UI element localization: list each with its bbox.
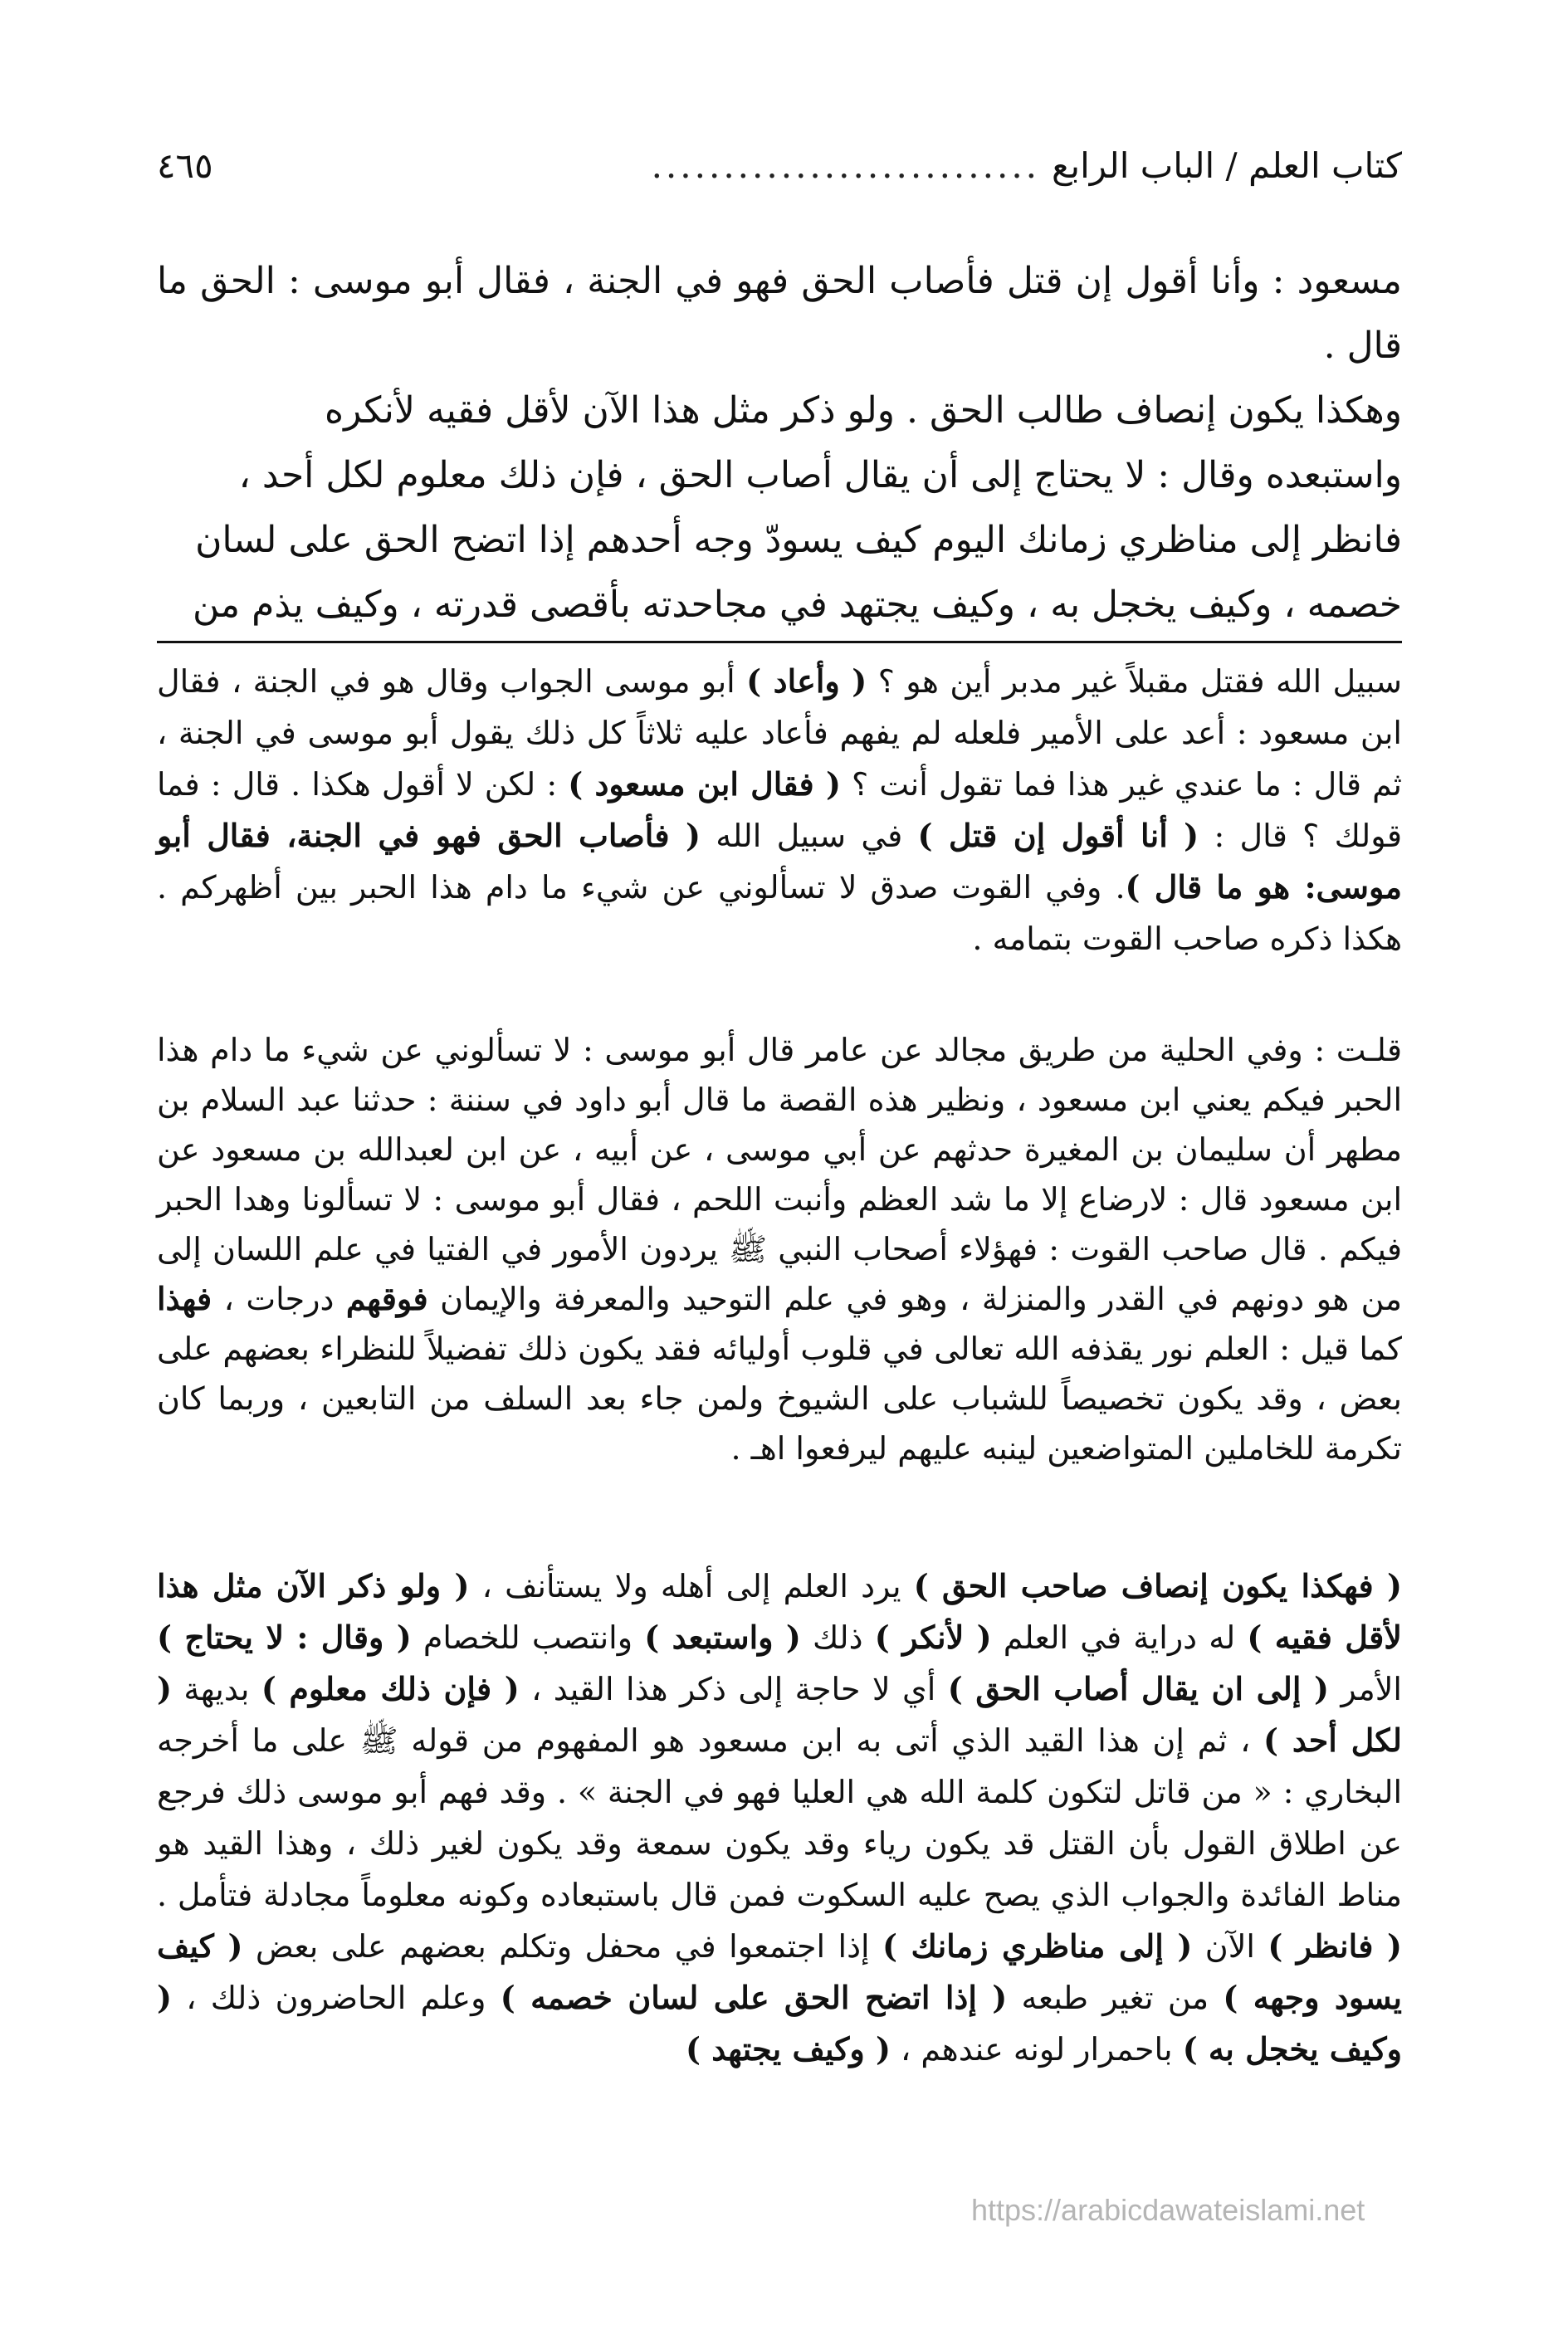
- footnote-divider: [157, 641, 1402, 643]
- commentary-text: سبيل الله فقتل مقبلاً غير مدبر أين هو ؟: [877, 663, 1402, 700]
- commentary-text: وعلم الحاضرون ذلك ،: [186, 1980, 486, 2016]
- commentary-text: يرد العلم إلى أهله ولا يستأنف ،: [481, 1568, 901, 1604]
- quoted-phrase: ( فهكذا يكون إنصاف صاحب الحق ): [913, 1567, 1402, 1604]
- quoted-phrase: ( وأعاد ): [746, 662, 867, 700]
- commentary-text: الآن: [1204, 1928, 1255, 1965]
- quoted-phrase: ( إذا اتضح الحق على لسان خصمه ): [500, 1979, 1008, 2016]
- emphasized-word: فوقهم: [345, 1280, 428, 1317]
- commentary-paragraph: [157, 656, 1402, 964]
- commentary-text: كما قيل : العلم نور يقذفه الله تعالى في قلوب أوليائه فقد يكون ذلك تفضيلاً للنظراء بعضهم على بعض ، وقد يكون تخصيصاً للشباب على الشيوخ ولمن جاء بعد السلف من التابعين ، وربما كان تكرمة للخاملين المتواضعين لينبه عليهم ليرفعوا اهـ .: [157, 1331, 1402, 1467]
- quoted-phrase: ( أنا أقول إن قتل ): [917, 817, 1199, 854]
- quoted-phrase: ( فانظر ): [1268, 1927, 1402, 1965]
- commentary-text: ، ثم إن هذا القيد الذي أتى به ابن مسعود هو المفهوم من قوله ﷺ على ما أخرجه البخاري : « من قاتل لتكون كلمة الله هي العليا فهو في الجنة » . وقد فهم أبو موسى ذلك فرجع عن اطلاق القول بأن القتل قد يكون رياء وقد يكون سمعة وقد يكون لغير ذلك ، وهذا القيد هو مناط الفائدة والجواب الذي يصح عليه السكوت فمن قال باستبعاده وكونه معلوماً مجادلة فتأمل .: [157, 1722, 1402, 1913]
- commentary-text: الأمر: [1341, 1671, 1402, 1707]
- commentary-paragraph: [157, 1025, 1402, 1473]
- commentary-text: أي لا حاجة إلى ذكر هذا القيد ،: [531, 1671, 936, 1707]
- quoted-phrase: ( إلى مناظري زمانك ): [882, 1927, 1193, 1965]
- main-text-line: واستبعده وقال : لا يحتاج إلى أن يقال أصاب الحق ، فإن ذلك معلوم لكل أحد ،: [238, 454, 1402, 496]
- quoted-phrase: ( وكيف يجتهد ): [686, 2030, 891, 2068]
- commentary-text: ذلك: [813, 1619, 863, 1656]
- header-title: كتاب العلم / الباب الرابع: [1052, 145, 1402, 186]
- main-text-line: خصمه ، وكيف يخجل به ، وكيف يجتهد في مجاحدته بأقصى قدرته ، وكيف يذم من: [193, 584, 1402, 626]
- commentary-block-3: [157, 1560, 1402, 2075]
- commentary-text: قلـت : وفي الحلية من طريق مجالد عن عامر قال أبو موسى : لا تسألوني عن شيء ما دام هذا الحبر فيكم يعني ابن مسعود ، ونظير هذه القصة ما قال أبو داود في سننة : حدثنا عبد السلام بن مطهر أن سليمان بن المغيرة حدثهم عن أبي موسى ، عن أبيه ، عن ابن لعبدالله بن مسعود عن ابن مسعود قال : لارضاع إلا ما شد العظم وأنبت اللحم ، فقال أبو موسى : لا تسألونا وهدا الحبر فيكم . قال صاحب القوت : فهؤلاء أصحاب النبي ﷺ يردون الأمور في الفتيا في علم اللسان إلى من هو دونهم في القدر والمنزلة ، وهو في علم التوحيد والمعرفة والإيمان: [157, 1032, 1403, 1317]
- commentary-text: وانتصب للخصام: [423, 1619, 633, 1656]
- quoted-phrase: ( وكيف يخجل به ): [157, 1979, 1402, 2068]
- commentary-text: درجات ،: [223, 1281, 335, 1317]
- quoted-phrase: ( كيف يسود وجهه ): [157, 1927, 1402, 2016]
- quoted-phrase: ( لكل أحد ): [157, 1670, 1402, 1759]
- commentary-text: بديهة: [183, 1671, 250, 1707]
- header-leader-dots: ...........................: [651, 145, 1041, 186]
- commentary-text: : لكن لا أقول هكذا . قال : فما قولك ؟ قال :: [157, 766, 1402, 854]
- quoted-phrase: ( فقال ابن مسعود ): [568, 765, 841, 803]
- commentary-paragraph: [157, 1560, 1402, 2075]
- running-header: [157, 141, 1402, 191]
- main-text: [157, 249, 1402, 637]
- quoted-phrase: ( إلى ان يقال أصاب الحق ): [947, 1670, 1329, 1707]
- commentary-text: . وفي القوت صدق لا تسألوني عن شيء ما دام هذا الحبر بين أظهركم . هكذا ذكره صاحب القوت بتمامه .: [157, 869, 1402, 957]
- commentary-text: أبو موسى الجواب وقال هو في الجنة ، فقال ابن مسعود : أعد على الأمير فلعله لم يفهم فأعاد عليه ثلاثاً كل ذلك يقول أبو موسى في الجنة ، ثم قال : ما عندي غير هذا فما تقول أنت ؟: [157, 663, 1402, 803]
- quoted-phrase: ( فأصاب الحق فهو في الجنة، فقال أبو موسى: هو ما قال ): [157, 817, 1402, 906]
- main-text-line: فانظر إلى مناظري زمانك اليوم كيف يسودّ وجه أحدهم إذا اتضح الحق على لسان: [195, 519, 1402, 561]
- quoted-phrase: ( لأنكر ): [874, 1619, 992, 1656]
- page-number: ٤٦٥: [157, 145, 213, 186]
- commentary-text: في سبيل الله: [716, 818, 903, 854]
- commentary-text: من تغير طبعه: [1021, 1980, 1209, 2016]
- quoted-phrase: ( وقال : لا يحتاج ): [157, 1619, 412, 1656]
- watermark-url: https://arabicdawateislami.net: [971, 2193, 1365, 2227]
- quoted-phrase: ( واستبعد ): [644, 1619, 801, 1656]
- commentary-block-2: [157, 1025, 1402, 1473]
- emphasized-word: فهذا: [157, 1280, 212, 1317]
- commentary-text: باحمرار لونه عندهم ،: [901, 2031, 1173, 2068]
- quoted-phrase: ( فإن ذلك معلوم ): [261, 1670, 520, 1707]
- quoted-phrase: ( ولو ذكر الآن مثل هذا لأقل فقيه ): [157, 1567, 1402, 1656]
- commentary-text: إذا اجتمعوا في محفل وتكلم بعضهم على بعض: [255, 1928, 870, 1965]
- main-text-line: وهكذا يكون إنصاف طالب الحق . ولو ذكر مثل هذا الآن لأقل فقيه لأنكره: [325, 389, 1402, 432]
- commentary-text: له دراية في العلم: [1003, 1619, 1236, 1656]
- commentary-block-1: [157, 656, 1402, 964]
- main-text-line: مسعود : وأنا أقول إن قتل فأصاب الحق فهو في الجنة ، فقال أبو موسى : الحق ما قال .: [157, 260, 1402, 367]
